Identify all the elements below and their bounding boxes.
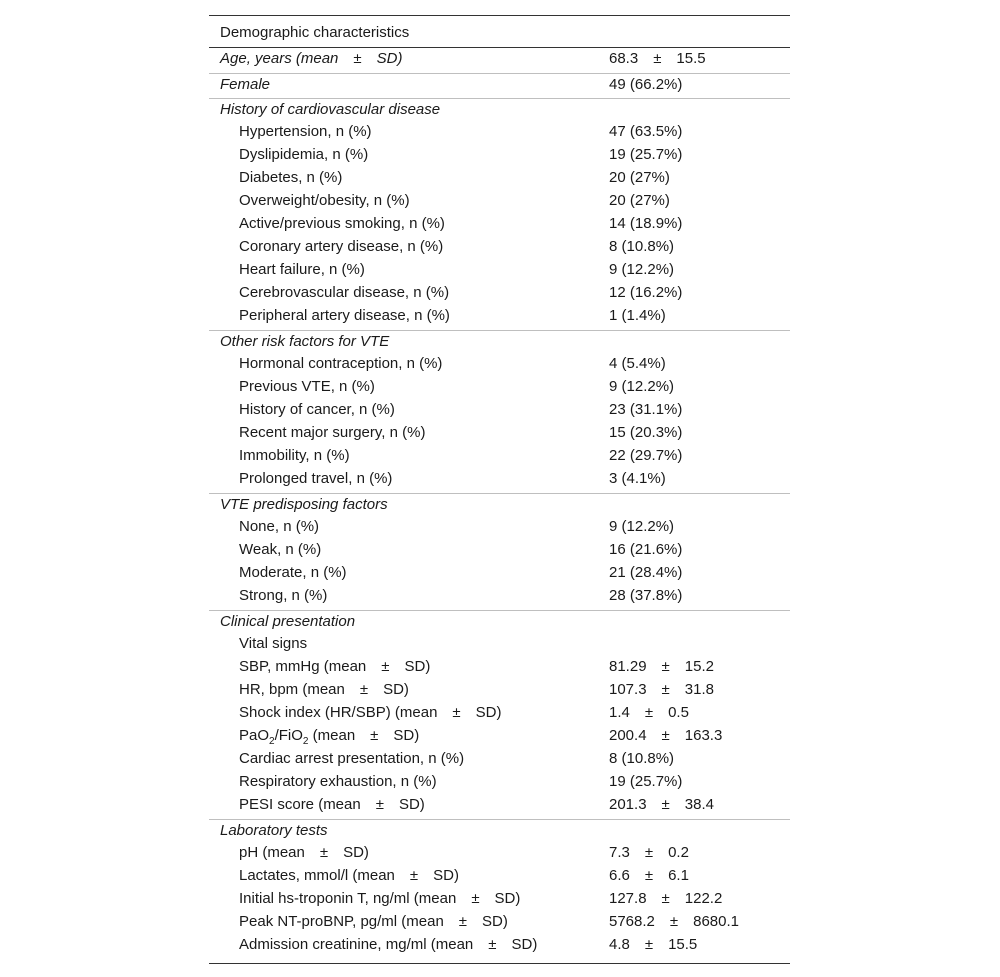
row-value: 28 (37.8%) xyxy=(609,587,683,604)
table-row xyxy=(209,725,790,748)
row-value: 6.6 ± 6.1 xyxy=(609,867,689,884)
table-row xyxy=(209,167,790,190)
row-label: HR, bpm (mean ± SD) xyxy=(239,681,409,698)
row-label: Strong, n (%) xyxy=(239,587,328,604)
table-row xyxy=(209,330,790,354)
row-label: Female xyxy=(220,76,271,93)
row-value: 8 (10.8%) xyxy=(609,238,675,255)
row-value: 1 (1.4%) xyxy=(609,307,666,324)
row-label: Hypertension, n (%) xyxy=(239,123,372,140)
table-row xyxy=(209,633,790,656)
row-label: Diabetes, n (%) xyxy=(239,169,343,186)
row-value: 16 (21.6%) xyxy=(609,541,683,558)
row-value: 81.29 ± 15.2 xyxy=(609,658,714,675)
table-row xyxy=(209,516,790,539)
row-value: 5768.2 ± 8680.1 xyxy=(609,913,739,930)
table-row xyxy=(209,819,790,843)
table-row xyxy=(209,911,790,934)
row-label: Lactates, mmol/l (mean ± SD) xyxy=(239,867,459,884)
row-label: History of cancer, n (%) xyxy=(239,401,395,418)
table-row xyxy=(209,259,790,282)
table-row xyxy=(209,305,790,328)
row-value: 12 (16.2%) xyxy=(609,284,683,301)
table-row xyxy=(209,399,790,422)
table-row xyxy=(209,888,790,911)
table-row xyxy=(209,121,790,144)
row-value: 19 (25.7%) xyxy=(609,773,683,790)
row-value: 7.3 ± 0.2 xyxy=(609,844,689,861)
row-label: Heart failure, n (%) xyxy=(239,261,365,278)
row-value: 15 (20.3%) xyxy=(609,424,683,441)
row-label: Respiratory exhaustion, n (%) xyxy=(239,773,437,790)
row-value: 8 (10.8%) xyxy=(609,750,675,767)
row-label: Prolonged travel, n (%) xyxy=(239,470,393,487)
row-value: 127.8 ± 122.2 xyxy=(609,890,723,907)
table-row xyxy=(209,539,790,562)
table-row xyxy=(209,562,790,585)
row-value: 107.3 ± 31.8 xyxy=(609,681,714,698)
demographics-table xyxy=(209,15,790,963)
row-value: 20 (27%) xyxy=(609,192,670,209)
table-row xyxy=(209,865,790,888)
row-value: 9 (12.2%) xyxy=(609,261,675,278)
table-row xyxy=(209,422,790,445)
table-row xyxy=(209,190,790,213)
row-label: Age, years (mean ± SD) xyxy=(220,50,403,67)
row-value: 4.8 ± 15.5 xyxy=(609,936,698,953)
row-value: 20 (27%) xyxy=(609,169,670,186)
row-label: Weak, n (%) xyxy=(239,541,322,558)
row-value: 200.4 ± 163.3 xyxy=(609,727,723,744)
table-row xyxy=(209,353,790,376)
row-label: VTE predisposing factors xyxy=(220,496,388,513)
row-label: Dyslipidemia, n (%) xyxy=(239,146,369,163)
table-row xyxy=(209,445,790,468)
row-label: Initial hs-troponin T, ng/ml (mean ± SD) xyxy=(239,890,521,907)
row-label: PaO$_2$/FiO$_2$ (mean ± SD) xyxy=(239,727,420,747)
table-row xyxy=(209,236,790,259)
row-value: 23 (31.1%) xyxy=(609,401,683,418)
row-label: None, n (%) xyxy=(239,518,320,535)
row-label: Admission creatinine, mg/ml (mean ± SD) xyxy=(239,936,538,953)
row-value: 47 (63.5%) xyxy=(609,123,683,140)
row-label: Shock index (HR/SBP) (mean ± SD) xyxy=(239,704,502,721)
row-value: 49 (66.2%) xyxy=(609,76,683,93)
table-row xyxy=(209,585,790,608)
table-row xyxy=(209,794,790,817)
row-value: 3 (4.1%) xyxy=(609,470,666,487)
row-label: Hormonal contraception, n (%) xyxy=(239,355,443,372)
row-label: SBP, mmHg (mean ± SD) xyxy=(239,658,431,675)
row-value: 14 (18.9%) xyxy=(609,215,683,232)
table-row xyxy=(209,213,790,236)
row-label: Peripheral artery disease, n (%) xyxy=(239,307,450,324)
table-row xyxy=(209,934,790,957)
table-row xyxy=(209,468,790,491)
row-value: 9 (12.2%) xyxy=(609,518,675,535)
table-row xyxy=(209,748,790,771)
row-label: History of cardiovascular disease xyxy=(220,101,441,118)
row-label: Active/previous smoking, n (%) xyxy=(239,215,445,232)
table-row xyxy=(209,73,790,97)
row-value: 1.4 ± 0.5 xyxy=(609,704,689,721)
table-body xyxy=(209,48,790,963)
row-label: Moderate, n (%) xyxy=(239,564,347,581)
table-row xyxy=(209,48,790,71)
table-row xyxy=(209,842,790,865)
row-label: Overweight/obesity, n (%) xyxy=(239,192,410,209)
row-label: Cerebrovascular disease, n (%) xyxy=(239,284,450,301)
table-row xyxy=(209,679,790,702)
table-row xyxy=(209,376,790,399)
row-label: Cardiac arrest presentation, n (%) xyxy=(239,750,465,767)
table-row xyxy=(209,144,790,167)
row-label: Previous VTE, n (%) xyxy=(239,378,375,395)
row-value: 68.3 ± 15.5 xyxy=(609,50,706,67)
table-row xyxy=(209,493,790,517)
table-row xyxy=(209,98,790,122)
row-label: Peak NT-proBNP, pg/ml (mean ± SD) xyxy=(239,913,508,930)
table-header-label: Demographic characteristics xyxy=(220,24,410,41)
row-label: Other risk factors for VTE xyxy=(220,333,390,350)
table-header xyxy=(209,16,790,48)
table-row xyxy=(209,702,790,725)
row-value: 19 (25.7%) xyxy=(609,146,683,163)
row-label: Immobility, n (%) xyxy=(239,447,350,464)
table-row xyxy=(209,282,790,305)
row-label: PESI score (mean ± SD) xyxy=(239,796,425,813)
table-bottom-rule xyxy=(209,963,790,964)
row-label: Clinical presentation xyxy=(220,613,356,630)
row-value: 4 (5.4%) xyxy=(609,355,666,372)
row-value: 9 (12.2%) xyxy=(609,378,675,395)
row-value: 201.3 ± 38.4 xyxy=(609,796,714,813)
row-value: 21 (28.4%) xyxy=(609,564,683,581)
table-row xyxy=(209,656,790,679)
row-label: Vital signs xyxy=(239,635,308,652)
row-value: 22 (29.7%) xyxy=(609,447,683,464)
row-label: Recent major surgery, n (%) xyxy=(239,424,426,441)
table-row xyxy=(209,610,790,634)
row-label: pH (mean ± SD) xyxy=(239,844,369,861)
table-row xyxy=(209,771,790,794)
row-label: Coronary artery disease, n (%) xyxy=(239,238,444,255)
row-label: Laboratory tests xyxy=(220,822,328,839)
